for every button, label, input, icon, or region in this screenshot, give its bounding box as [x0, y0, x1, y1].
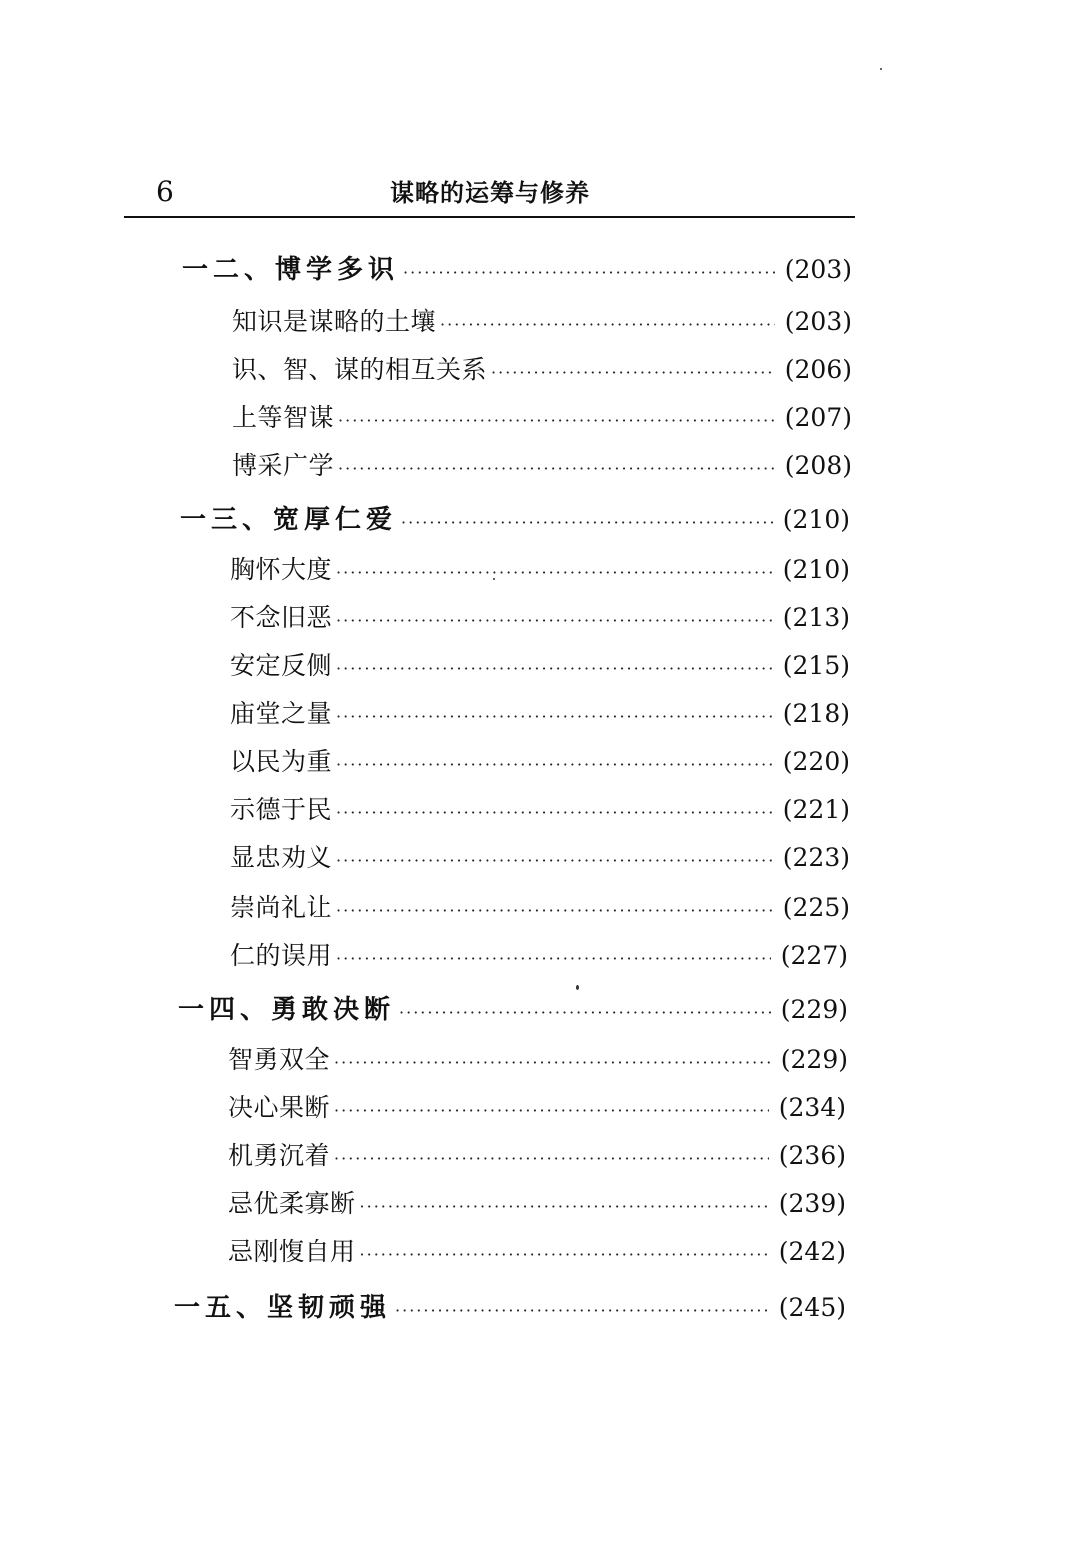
toc-page-number: (229) [780, 995, 848, 1024]
toc-page-number: (203) [784, 307, 852, 336]
toc-item-entry [228, 1136, 846, 1176]
toc-item-entry [230, 646, 850, 686]
toc-dot-leader [336, 891, 773, 931]
header-rule [124, 216, 855, 218]
scan-speck [576, 985, 579, 990]
toc-title: 示德于民 [230, 795, 333, 824]
toc-dot-leader [401, 503, 773, 543]
toc-item-entry [230, 694, 850, 734]
toc-dot-leader [334, 1091, 769, 1131]
toc-page-number: (229) [780, 1045, 848, 1074]
toc-dot-leader [403, 253, 775, 293]
toc-title: 智勇双全 [228, 1045, 331, 1074]
toc-dot-leader [360, 1235, 769, 1275]
toc-dot-leader [360, 1187, 769, 1227]
toc-title: 以民为重 [230, 747, 333, 776]
toc-page-number: (234) [778, 1093, 846, 1122]
toc-title: 识、智、谋的相互关系 [232, 355, 488, 384]
toc-dot-leader [336, 939, 771, 979]
toc-title: 一五、坚韧顽强 [174, 1293, 392, 1323]
toc-dot-leader [334, 1043, 771, 1083]
toc-title: 一四、勇敢决断 [178, 995, 396, 1025]
toc-item-entry [230, 742, 850, 782]
toc-title: 上等智谋 [232, 403, 335, 432]
toc-page-number: (210) [782, 555, 850, 584]
toc-item-entry [232, 350, 852, 390]
toc-page-number: (227) [780, 941, 848, 970]
toc-title: 博采广学 [232, 451, 335, 480]
toc-page-number: (213) [782, 603, 850, 632]
toc-dot-leader [338, 449, 775, 489]
toc-dot-leader [491, 353, 775, 393]
page-number: 6 [156, 175, 174, 208]
toc-section-entry [178, 990, 848, 1030]
running-title: 谋略的运筹与修养 [390, 179, 590, 207]
toc-title: 仁的误用 [230, 941, 333, 970]
toc-dot-leader [440, 305, 775, 345]
toc-item-entry [232, 446, 852, 486]
toc-dot-leader [336, 793, 773, 833]
toc-page-number: (236) [778, 1141, 846, 1170]
toc-page-number: (215) [782, 651, 850, 680]
toc-item-entry [228, 1232, 846, 1272]
toc-item-entry [230, 790, 850, 830]
toc-title: 崇尚礼让 [230, 893, 333, 922]
toc-title: 决心果断 [228, 1093, 331, 1122]
toc-page-number: (221) [782, 795, 850, 824]
toc-title: 安定反侧 [230, 651, 333, 680]
toc-dot-leader [336, 841, 773, 881]
toc-title: 机勇沉着 [228, 1141, 331, 1170]
toc-page-number: (245) [778, 1293, 846, 1322]
toc-dot-leader [336, 601, 773, 641]
toc-page-number: (239) [778, 1189, 846, 1218]
toc-page-number: (203) [784, 255, 852, 284]
toc-section-entry [182, 250, 852, 290]
toc-page-number: (220) [782, 747, 850, 776]
toc-page-number: (206) [784, 355, 852, 384]
toc-dot-leader [338, 401, 775, 441]
toc-page-number: (225) [782, 893, 850, 922]
toc-title: 忌刚愎自用 [228, 1237, 356, 1266]
toc-title: 忌优柔寡断 [228, 1189, 356, 1218]
toc-item-entry [230, 598, 850, 638]
toc-dot-leader [399, 993, 771, 1033]
toc-title: 胸怀大度 [230, 555, 333, 584]
toc-dot-leader [336, 649, 773, 689]
toc-item-entry [228, 1040, 848, 1080]
toc-item-entry [228, 1088, 846, 1128]
toc-dot-leader [336, 697, 773, 737]
toc-section-entry [180, 500, 850, 540]
toc-title: 一二、博学多识 [182, 255, 400, 285]
toc-title: 知识是谋略的土壤 [232, 307, 437, 336]
toc-dot-leader [336, 553, 773, 593]
toc-item-entry [232, 398, 852, 438]
toc-title: 显忠劝义 [230, 843, 333, 872]
toc-item-entry [230, 936, 848, 976]
toc-item-entry [230, 888, 850, 928]
scan-speck [493, 578, 495, 580]
toc-item-entry [232, 302, 852, 342]
toc-dot-leader [395, 1291, 769, 1331]
toc-dot-leader [336, 745, 773, 785]
scan-speck [880, 68, 882, 70]
toc-title: 一三、宽厚仁爱 [180, 505, 398, 535]
toc-dot-leader [334, 1139, 769, 1179]
toc-item-entry [230, 550, 850, 590]
toc-title: 不念旧恶 [230, 603, 333, 632]
toc-page-number: (207) [784, 403, 852, 432]
toc-page-number: (208) [784, 451, 852, 480]
toc-title: 庙堂之量 [230, 699, 333, 728]
toc-item-entry [228, 1184, 846, 1224]
toc-page-number: (223) [782, 843, 850, 872]
toc-section-entry [174, 1288, 846, 1328]
toc-item-entry [230, 838, 850, 878]
toc-page-number: (218) [782, 699, 850, 728]
toc-page-number: (242) [778, 1237, 846, 1266]
toc-page-number: (210) [782, 505, 850, 534]
